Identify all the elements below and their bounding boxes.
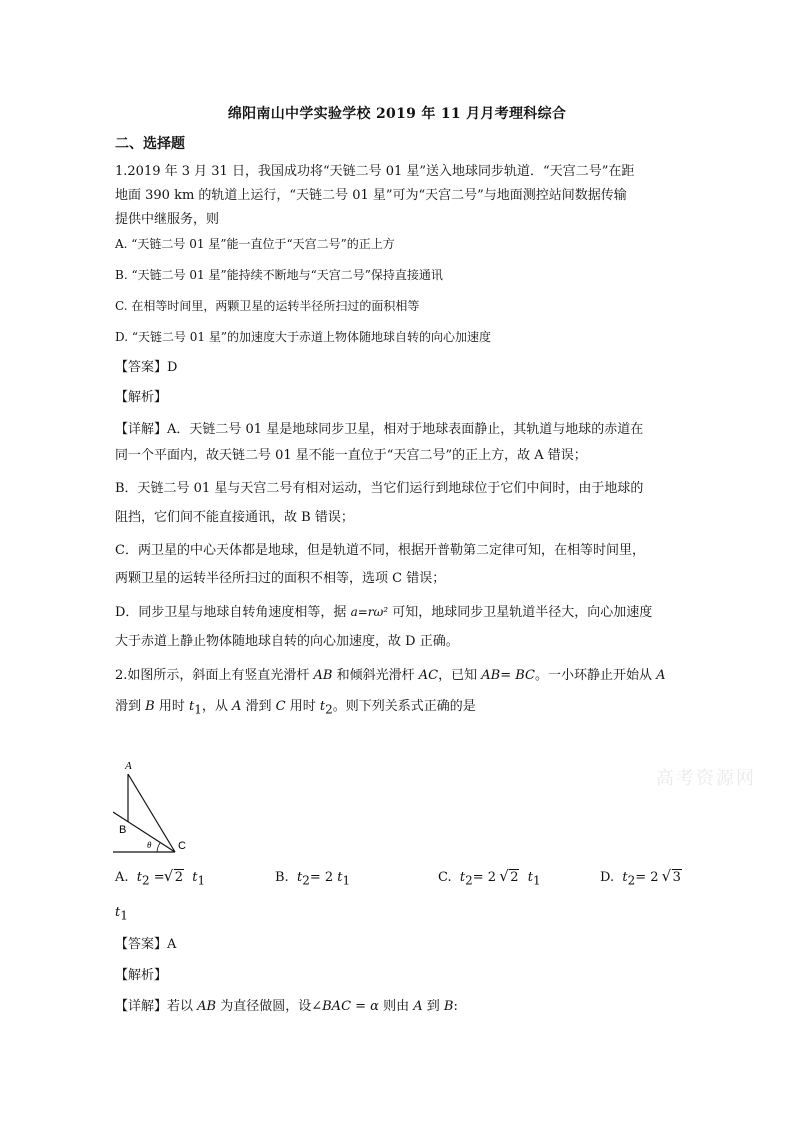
var-a: A [413, 999, 423, 1014]
q1-option-b: B. “天链二号 01 星”能持续不断地与“天宫二号”保持直接通讯 [115, 268, 443, 282]
eq: = 2 [635, 870, 659, 885]
var-t: t [622, 870, 628, 885]
q2-stem-line-1 [115, 665, 685, 687]
q2-text: 用时 [154, 699, 189, 714]
q2-eq-ab-bc: AB= BC [481, 668, 535, 683]
sqrt-symbol [165, 870, 184, 885]
q2-sub: 2 [325, 702, 333, 717]
q1-option-d: D. “天链二号 01 星”的加速度大于赤道上物体随地球自转的向心加速度 [115, 330, 491, 344]
q2-text: 。一小环静止开始从 [534, 668, 657, 683]
eq: = [149, 870, 165, 885]
q1-explain-line-3: B．天链二号 01 星与天宫二号有相对运动，当它们运行到地球位于它们中间时，由于地球的 [115, 481, 644, 496]
q2-text: 到 [422, 999, 444, 1014]
q1-explain-line-6: 两颗卫星的运转半径所扫过的面积不相等，选项 C 错误； [115, 571, 446, 586]
angle-bac: ∠BAC = α [311, 999, 379, 1014]
q1-stem-line-1: 1.2019 年 3 月 31 日，我国成功将“天链二号 01 星”送入地球同步轨道．“天宫二号”在距 [115, 164, 635, 179]
option-prefix: A. [115, 870, 129, 885]
var-t: t [527, 870, 533, 885]
q2-stem-line-2 [115, 696, 685, 721]
q2-var-c: C [275, 699, 286, 714]
q2-text: : [453, 999, 458, 1014]
sqrt-symbol [500, 870, 519, 885]
q1-option-c: C. 在相等时间里，两颗卫星的运转半径所扫过的面积相等 [115, 299, 420, 313]
q2-text: 用时 [285, 699, 320, 714]
radicand: 2 [174, 870, 183, 885]
q2-analysis-label: 【解析】 [115, 968, 168, 983]
q2-sub: 1 [194, 702, 202, 717]
q2-text: ，已知 [438, 668, 482, 683]
eq: = 2 [309, 870, 334, 885]
var-t: t [296, 870, 303, 885]
q1-explain-line-5: C．两卫星的中心天体都是地球，但是轨道不同，根据开普勒第二定律可知，在相等时间里， [115, 543, 645, 558]
page-title: 绵阳南山中学实验学校 2019 年 11 月月考理科综合 [227, 106, 567, 122]
var-t: t [337, 870, 343, 885]
q2-text: 滑到 [115, 699, 146, 714]
label-b: B [119, 824, 127, 836]
var-t: t [136, 870, 143, 885]
q1-explain-d-pre: D．同步卫星与地球自转角速度相等，据 [115, 605, 351, 620]
label-c: C [178, 840, 186, 852]
angle-arc [157, 843, 160, 852]
q2-text: 滑到 [241, 699, 276, 714]
sub: 1 [120, 908, 128, 923]
section-heading: 二、选择题 [115, 136, 185, 152]
radicand: 3 [672, 870, 681, 885]
radicand: 2 [510, 870, 519, 885]
q2-var-b: B [145, 699, 155, 714]
incline-figure [113, 757, 203, 857]
var-ab: AB [197, 999, 217, 1014]
q2-text: 【详解】若以 [115, 999, 198, 1014]
eq: = 2 [472, 870, 497, 885]
q1-explain-line-4: 阻挡，它们间不能直接通讯，故 B 错误； [115, 510, 354, 525]
q2-text: 则由 [378, 999, 414, 1014]
q1-option-a: A. “天链二号 01 星”能一直位于“天宫二号”的正上方 [115, 237, 395, 251]
q2-var-t: t [188, 699, 195, 714]
q2-var-ab: AB [313, 668, 333, 683]
q2-text: 2.如图所示，斜面上有竖直光滑杆 [115, 668, 314, 683]
q2-explain-line-1 [115, 996, 685, 1018]
q2-text: 。则下列关系式正确的是 [332, 699, 476, 714]
var-t: t [459, 870, 466, 885]
q2-answer: 【答案】A [115, 937, 177, 952]
sub: 1 [532, 873, 541, 888]
q2-var-t: t [319, 699, 326, 714]
option-prefix: B. [275, 870, 289, 885]
sqrt-symbol [663, 870, 682, 885]
q2-var-a: A [231, 699, 242, 714]
sub: 1 [197, 873, 206, 888]
sub: 2 [627, 873, 636, 888]
inclined-rod-ac [128, 774, 175, 852]
sub: 2 [142, 873, 150, 888]
q1-explain-d-post: 可知，地球同步卫星轨道半径大，向心加速度 [388, 605, 653, 620]
sub: 2 [465, 873, 473, 888]
q1-stem-line-2: 地面 390 km 的轨道上运行，“天链二号 01 星”可为“天宫二号”与地面测控站间数据传输 [115, 188, 627, 203]
q2-text: 和倾斜光滑杆 [332, 668, 419, 683]
q1-stem-line-3: 提供中继服务，则 [115, 212, 220, 227]
q1-explain-line-1: 【详解】A．天链二号 01 星是地球同步卫星，相对于地球表面静止，其轨道与地球的赤道在 [115, 422, 644, 437]
var-t: t [192, 870, 198, 885]
q2-text: ，从 [201, 699, 232, 714]
label-a: A [125, 760, 132, 772]
q2-option-b [275, 870, 350, 888]
q2-var-ac: AC [418, 668, 439, 683]
q2-text: 为直径做圆，设 [216, 999, 312, 1014]
q1-explain-line-8: 大于赤道上静止物体随地球自转的向心加速度，故 D 正确。 [115, 634, 459, 649]
sub: 2 [302, 873, 310, 888]
var-b: B [443, 999, 454, 1014]
q1-answer: 【答案】D [115, 360, 178, 375]
watermark: 高考资源网 [656, 768, 756, 789]
sub: 1 [342, 873, 351, 888]
q2-option-c [438, 870, 541, 888]
q2-var-a: A [656, 668, 666, 683]
q1-explain-line-7 [115, 601, 685, 624]
label-theta: θ [147, 840, 152, 850]
var-t: t [115, 905, 121, 920]
q1-analysis-label: 【解析】 [115, 390, 168, 405]
q2-option-a [115, 870, 205, 888]
option-prefix: C. [438, 870, 452, 885]
q2-option-d [600, 870, 682, 888]
q1-explain-line-2: 同一个平面内，故天链二号 01 星不能一直位于“天宫二号”的正上方，故 A 错误； [115, 448, 587, 463]
formula-a-r-omega: a=rω² [350, 605, 389, 619]
q2-option-d-wrap [115, 905, 128, 923]
option-prefix: D. [600, 870, 615, 885]
